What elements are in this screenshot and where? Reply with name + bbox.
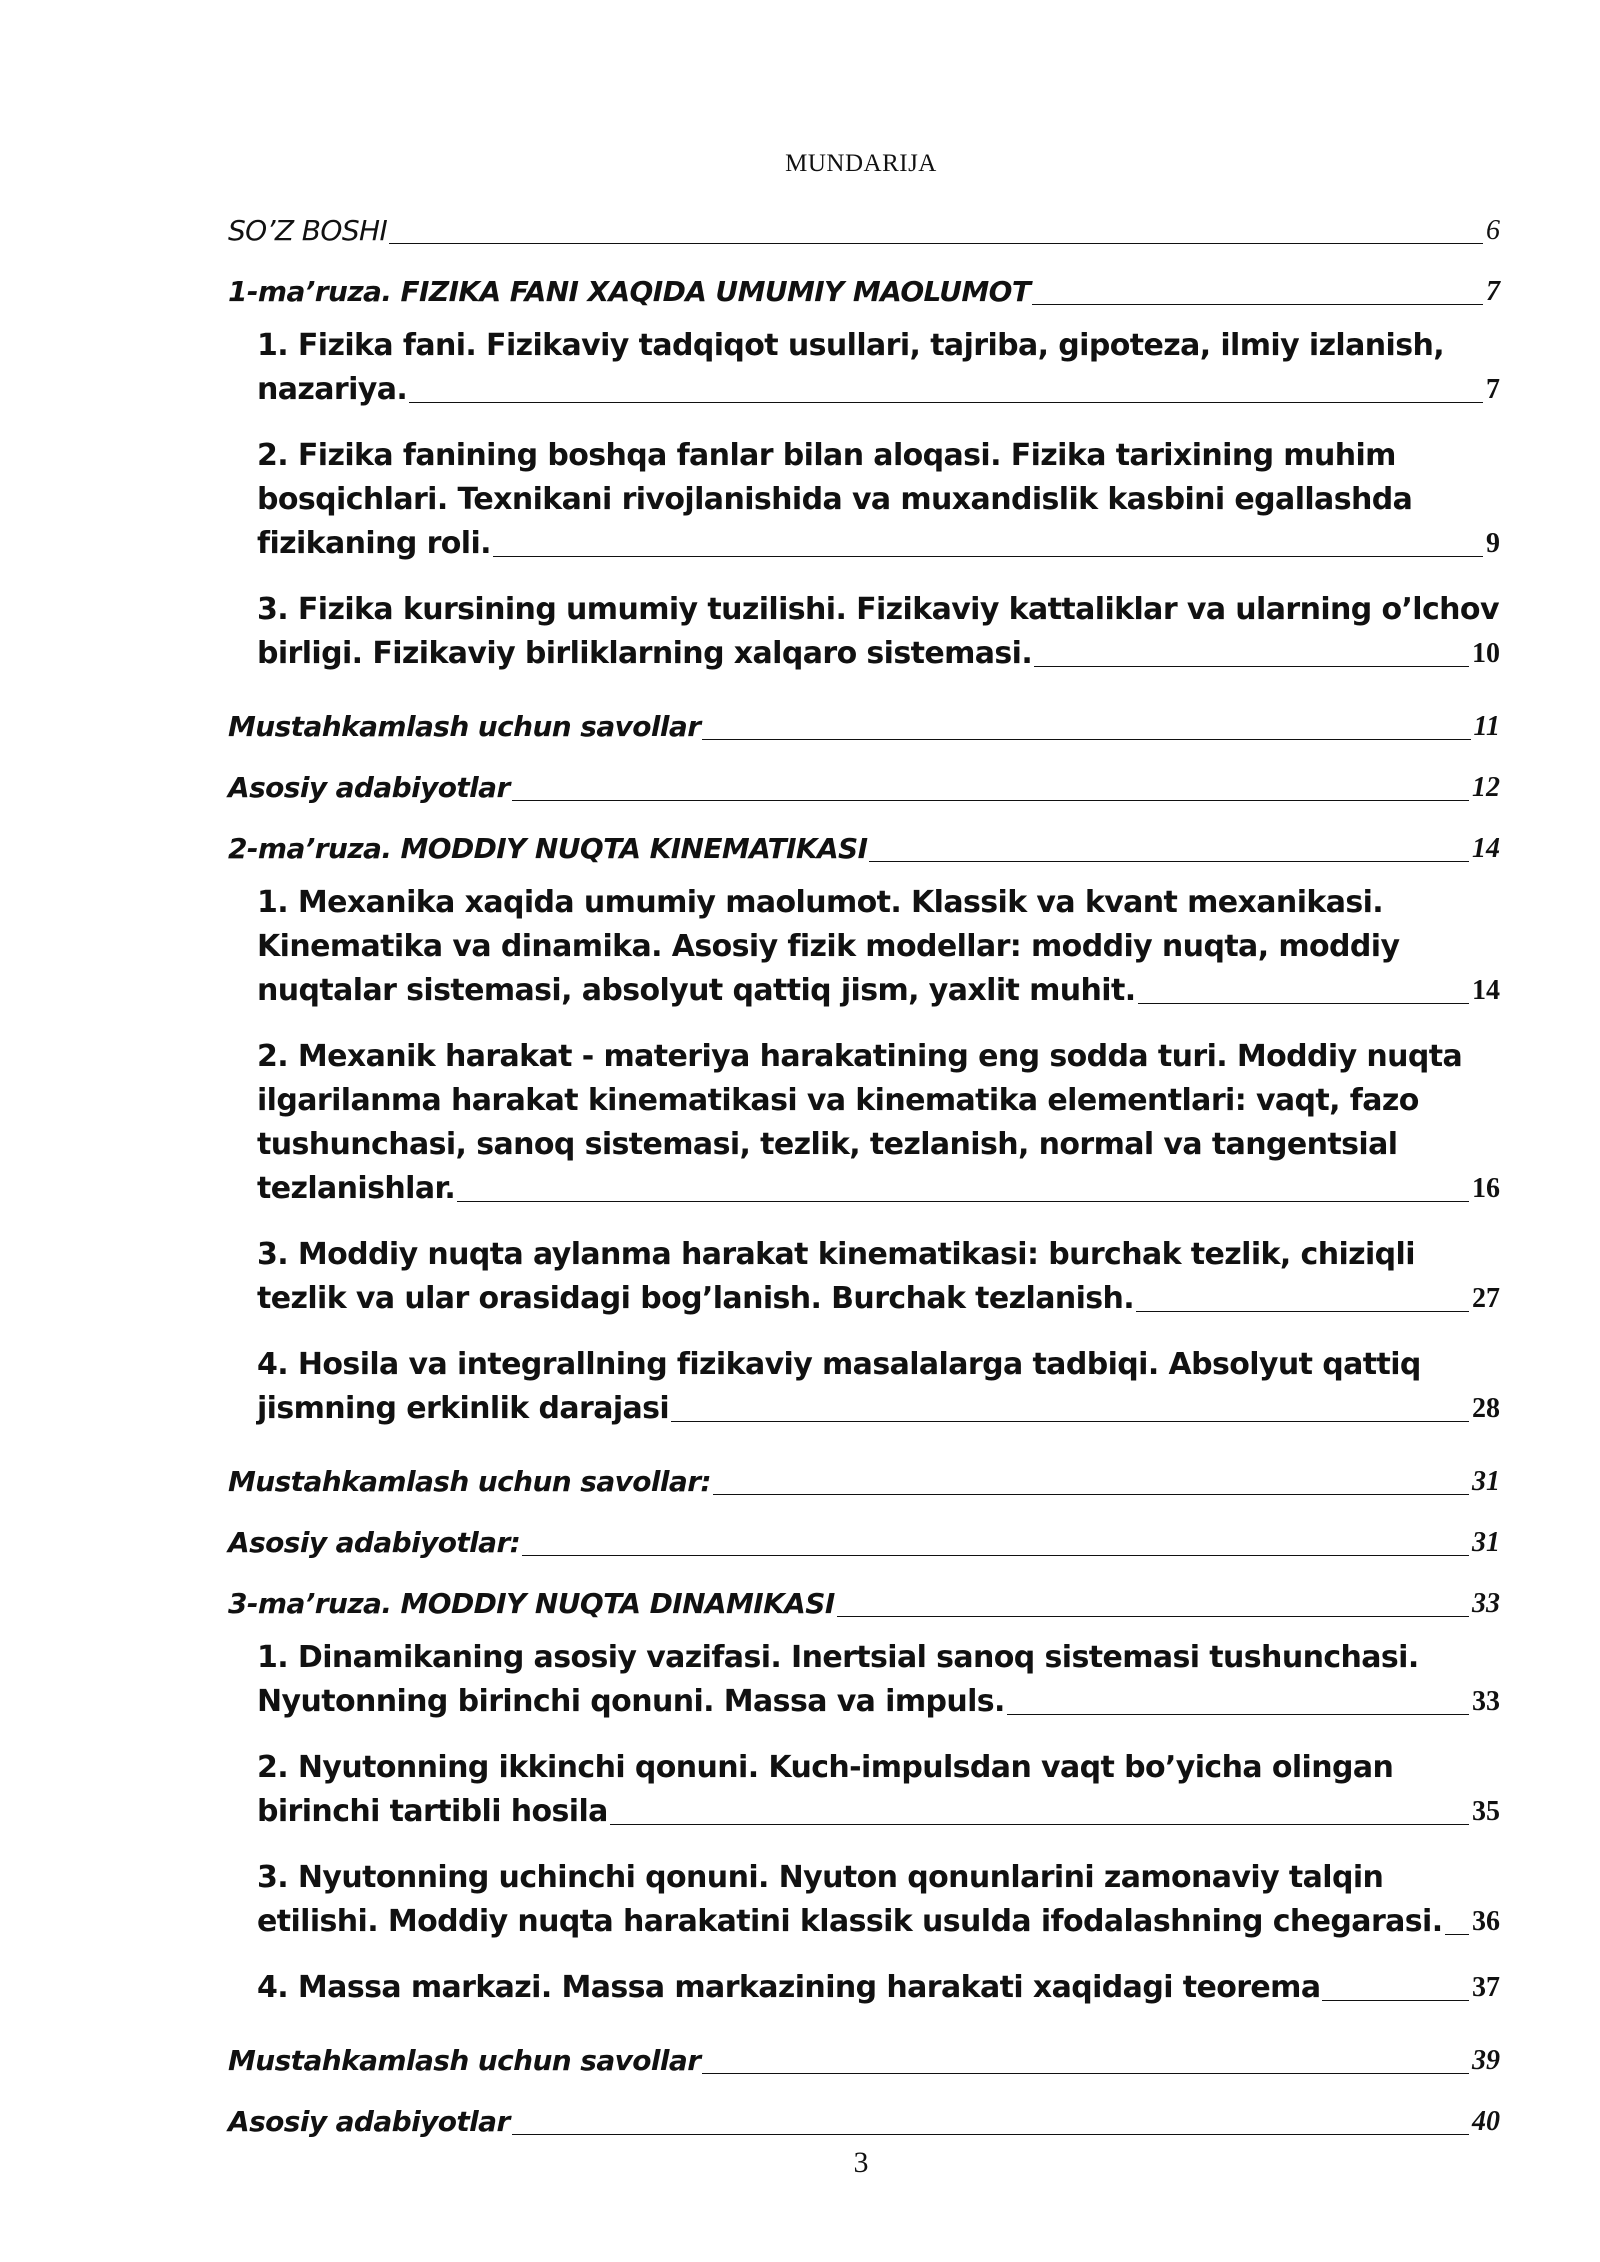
toc-page-number: 10 — [1472, 638, 1500, 669]
toc-entry-literature[interactable] — [228, 1504, 1500, 1565]
table-of-contents — [228, 192, 1500, 2144]
toc-subentry-line: 2. Mexanik harakat - materiya harakatining eng sodda turi. Moddiy nuqta — [257, 1039, 1463, 1074]
toc-subentry-last-line: nuqtalar sistemasi, absolyut qattiq jism, yaxlit muhit. — [257, 973, 1136, 1008]
toc-page-number: 27 — [1472, 1283, 1500, 1314]
toc-page-number: 14 — [1472, 833, 1500, 864]
toc-page-number: 36 — [1472, 1906, 1500, 1937]
toc-entry-label: 2-ma’ruza. MODDIY NUQTA KINEMATIKASI — [228, 832, 868, 865]
toc-page-number: 7 — [1486, 374, 1500, 405]
toc-entry-review-questions[interactable] — [228, 2022, 1500, 2083]
toc-entry-label: Mustahkamlash uchun savollar: — [228, 1465, 712, 1498]
dotted-leader — [713, 1494, 1469, 1495]
toc-entry-literature[interactable] — [228, 749, 1500, 810]
dotted-leader — [512, 2134, 1469, 2135]
toc-subentry[interactable] — [257, 1846, 1500, 1956]
toc-subentry-line: 2. Nyutonning ikkinchi qonuni. Kuch-impulsdan vaqt bo’yicha olingan — [257, 1750, 1394, 1785]
dotted-leader — [1136, 1311, 1469, 1312]
toc-subentry-last-line: fizikaning roli. — [257, 526, 491, 561]
toc-subentry-line: 3. Moddiy nuqta aylanma harakat kinematikasi: burchak tezlik, chiziqli — [257, 1237, 1415, 1272]
toc-subentry[interactable] — [257, 578, 1500, 688]
toc-page-number: 39 — [1472, 2045, 1500, 2076]
toc-subentry-line: bosqichlari. Texnikani rivojlanishida va muxandislik kasbini egallashda — [257, 482, 1413, 517]
toc-entry-lecture-1[interactable] — [228, 253, 1500, 314]
toc-subentry[interactable] — [257, 314, 1500, 424]
toc-subentry-line: Kinematika va dinamika. Asosiy fizik modellar: moddiy nuqta, moddiy — [257, 929, 1400, 964]
dotted-leader — [610, 1824, 1469, 1825]
toc-subentry-last-line: tezlik va ular orasidagi bog’lanish. Burchak tezlanish. — [257, 1281, 1135, 1316]
dotted-leader — [1322, 2000, 1469, 2001]
dotted-leader — [493, 556, 1483, 557]
toc-entry-label: Asosiy adabiyotlar — [228, 2105, 510, 2138]
toc-subentry[interactable] — [257, 1333, 1500, 1443]
toc-entry-soz-boshi[interactable] — [228, 192, 1500, 253]
dotted-leader — [1032, 304, 1483, 305]
toc-page-number: 31 — [1472, 1466, 1500, 1497]
dotted-leader — [457, 1201, 1469, 1202]
dotted-leader — [512, 800, 1469, 801]
toc-subentry-line: 3. Fizika kursining umumiy tuzilishi. Fizikaviy kattaliklar va ularning o’lchov — [257, 592, 1499, 627]
dotted-leader — [702, 2073, 1469, 2074]
toc-subentry-last-line: Nyutonning birinchi qonuni. Massa va impuls. — [257, 1684, 1005, 1719]
toc-subentry-line: 2. Fizika fanining boshqa fanlar bilan aloqasi. Fizika tarixining muhim — [257, 438, 1396, 473]
toc-subentry-line: 3. Nyutonning uchinchi qonuni. Nyuton qonunlarini zamonaviy talqin — [257, 1860, 1384, 1895]
toc-entry-label: Mustahkamlash uchun savollar — [228, 2044, 701, 2077]
dotted-leader — [671, 1421, 1469, 1422]
toc-page-number: 14 — [1472, 975, 1500, 1006]
toc-entry-lecture-3[interactable] — [228, 1565, 1500, 1626]
toc-subentry-line: 1. Fizika fani. Fizikaviy tadqiqot usullari, tajriba, gipoteza, ilmiy izlanish, — [257, 328, 1445, 363]
toc-entry-label: Asosiy adabiyotlar: — [228, 1526, 521, 1559]
toc-subentry-last-line: 4. Massa markazi. Massa markazining harakati xaqidagi teorema — [257, 1970, 1321, 2005]
dotted-leader — [837, 1616, 1469, 1617]
toc-page-number: 35 — [1472, 1796, 1500, 1827]
toc-page-number: 37 — [1472, 1972, 1500, 2003]
toc-subentry[interactable] — [257, 1223, 1500, 1333]
toc-page-number: 11 — [1473, 711, 1500, 742]
toc-page-number: 28 — [1472, 1393, 1500, 1424]
dotted-leader — [1007, 1714, 1469, 1715]
toc-subentry-line: ilgarilanma harakat kinematikasi va kinematika elementlari: vaqt, fazo — [257, 1083, 1419, 1118]
toc-subentry-line: 1. Dinamikaning asosiy vazifasi. Inertsial sanoq sistemasi tushunchasi. — [257, 1640, 1419, 1675]
toc-subentry-last-line: tezlanishlar. — [257, 1171, 456, 1206]
toc-subentry-last-line: birinchi tartibli hosila — [257, 1794, 608, 1829]
toc-page-number: 33 — [1472, 1686, 1500, 1717]
toc-subentry-line: tushunchasi, sanoq sistemasi, tezlik, tezlanish, normal va tangentsial — [257, 1127, 1398, 1162]
dotted-leader — [1445, 1934, 1469, 1935]
page-title: MUNDARIJA — [785, 150, 937, 177]
dotted-leader — [409, 402, 1483, 403]
toc-subentry[interactable] — [257, 871, 1500, 1025]
toc-entry-label: 1-ma’ruza. FIZIKA FANI XAQIDA UMUMIY MAOLUMOT — [228, 275, 1031, 308]
toc-page-number: 12 — [1472, 772, 1500, 803]
page-number: 3 — [853, 2146, 869, 2179]
toc-entry-label: SO’Z BOSHI — [228, 214, 388, 247]
dotted-leader — [869, 861, 1469, 862]
toc-page-number: 40 — [1472, 2106, 1500, 2137]
toc-entry-label: 3-ma’ruza. MODDIY NUQTA DINAMIKASI — [228, 1587, 835, 1620]
toc-entry-review-questions[interactable] — [228, 688, 1500, 749]
toc-entry-label: Asosiy adabiyotlar — [228, 771, 510, 804]
toc-subentry-line: 4. Hosila va integrallning fizikaviy masalalarga tadbiqi. Absolyut qattiq — [257, 1347, 1421, 1382]
dotted-leader — [1138, 1003, 1470, 1004]
toc-entry-review-questions[interactable] — [228, 1443, 1500, 1504]
toc-page-number: 31 — [1472, 1527, 1500, 1558]
dotted-leader — [522, 1555, 1469, 1556]
toc-subentry-last-line: nazariya. — [257, 372, 408, 407]
toc-subentry-last-line: birligi. Fizikaviy birliklarning xalqaro sistemasi. — [257, 636, 1033, 671]
toc-page-number: 16 — [1472, 1173, 1500, 1204]
toc-subentry-line: 1. Mexanika xaqida umumiy maolumot. Klassik va kvant mexanikasi. — [257, 885, 1384, 920]
toc-subentry[interactable] — [257, 1626, 1500, 1736]
toc-page-number: 9 — [1486, 528, 1500, 559]
dotted-leader — [702, 739, 1470, 740]
toc-entry-lecture-2[interactable] — [228, 810, 1500, 871]
toc-page-number: 6 — [1486, 215, 1500, 246]
dotted-leader — [1034, 666, 1469, 667]
toc-entry-literature[interactable] — [228, 2083, 1500, 2144]
toc-subentry[interactable] — [257, 424, 1500, 578]
dotted-leader — [389, 243, 1483, 244]
toc-subentry[interactable] — [257, 1736, 1500, 1846]
toc-subentry-last-line: etilishi. Moddiy nuqta harakatini klassik usulda ifodalashning chegarasi. — [257, 1904, 1443, 1939]
toc-subentry-last-line: jismning erkinlik darajasi — [257, 1391, 670, 1426]
toc-subentry[interactable] — [257, 1956, 1500, 2022]
toc-page-number: 33 — [1472, 1588, 1500, 1619]
toc-subentry[interactable] — [257, 1025, 1500, 1223]
toc-entry-label: Mustahkamlash uchun savollar — [228, 710, 701, 743]
toc-page-number: 7 — [1486, 276, 1500, 307]
